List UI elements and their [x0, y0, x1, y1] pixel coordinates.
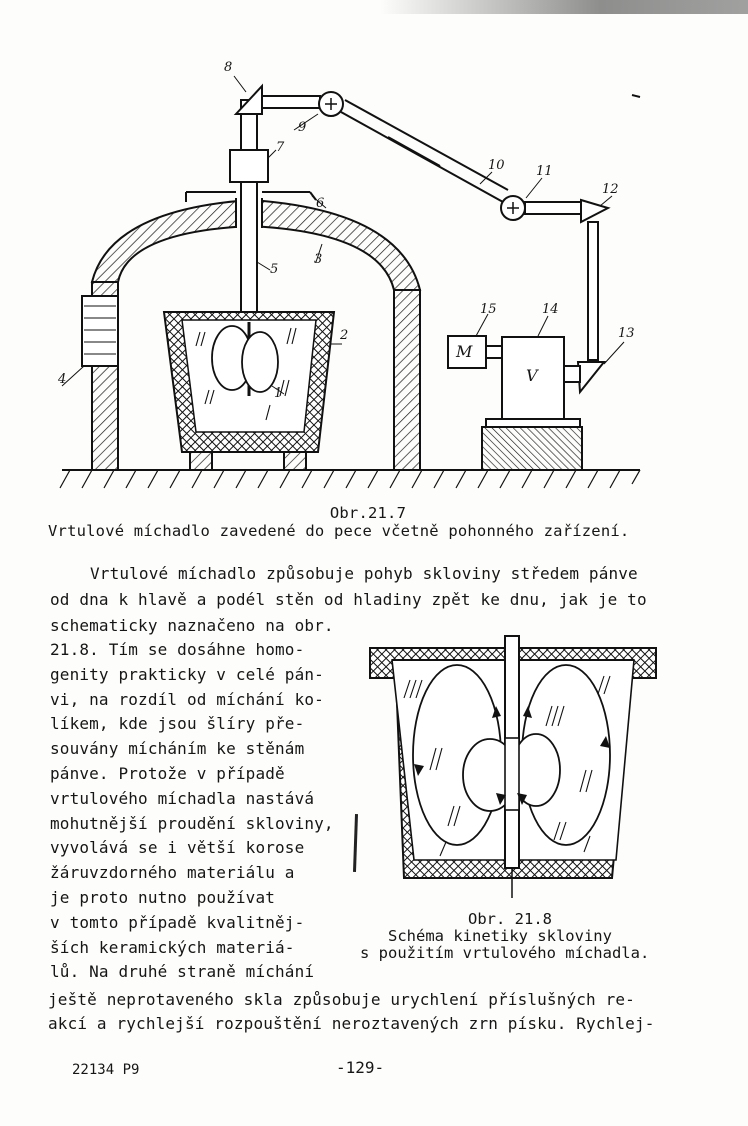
- paragraph-line: 21.8. Tím se dosáhne homo-: [50, 640, 305, 659]
- label-10: 10: [488, 158, 505, 173]
- paragraph-line: vrtulového míchadla nastává: [50, 788, 315, 808]
- label-4: 4: [58, 372, 67, 387]
- label-5: 5: [270, 262, 279, 277]
- paragraph-line: vi, na rozdíl od míchání ko-: [50, 689, 324, 709]
- label-11: 11: [536, 164, 553, 179]
- paragraph-line: lů. Na druhé straně míchání: [50, 962, 315, 982]
- figure-2-caption-line2: s použitím vrtulového míchadla.: [360, 944, 650, 962]
- label-6: 6: [316, 196, 325, 211]
- figure-2-number: Obr. 21.8: [468, 910, 552, 928]
- paragraph-line: pánve. Protože v případě: [50, 763, 285, 783]
- label-12: 12: [602, 182, 619, 197]
- paragraph-line: líkem, kde jsou šlíry pře-: [50, 714, 305, 734]
- paragraph-line: schematicky naznačeno na obr.: [50, 616, 334, 635]
- paragraph-line: vyvolává se i větší korose: [50, 838, 305, 858]
- paragraph-line: v tomto případě kvalitněj-: [50, 912, 305, 932]
- label-8: 8: [224, 60, 233, 75]
- paragraph-line: souvány mícháním ke stěnám: [50, 739, 305, 759]
- label-15: 15: [480, 302, 497, 317]
- motor-letter: M: [456, 342, 473, 361]
- figure-1-number: Obr.21.7: [329, 504, 407, 522]
- label-14: 14: [542, 302, 559, 317]
- label-13: 13: [618, 326, 635, 341]
- label-2: 2: [340, 328, 349, 343]
- page-number: -129-: [336, 1058, 385, 1077]
- label-9: 9: [298, 120, 307, 135]
- figure-1-caption: Vrtulové míchadlo zavedené do pece včetně pohonného zařízení.: [48, 522, 630, 540]
- paragraph-line: je proto nutno používat: [50, 887, 276, 907]
- paragraph-line: Vrtulové míchadlo způsobuje pohyb skloviny středem pánve: [90, 564, 638, 583]
- paragraph-line: genity prakticky v celé pán-: [50, 664, 324, 684]
- paragraph-line: mohutnější proudění skloviny,: [50, 813, 334, 833]
- figure-2-caption-line1: Schéma kinetiky skloviny: [388, 927, 612, 945]
- paragraph-line: žáruvzdorného materiálu a: [50, 863, 295, 883]
- label-7: 7: [276, 140, 285, 155]
- paragraph-line: akcí a rychlejší rozpouštění neroztavených zrn písku. Rychlej-: [48, 1014, 655, 1033]
- paragraph-line: od dna k hlavě a podél stěn od hladiny zpět ke dnu, jak je to: [50, 590, 647, 609]
- footer-code: 22134 P9: [72, 1062, 140, 1078]
- paragraph-line: ších keramických materiá-: [50, 937, 295, 957]
- gearbox-letter: V: [526, 366, 538, 385]
- paragraph-line: ještě neprotaveného skla způsobuje urychlení příslušných re-: [48, 990, 635, 1009]
- label-1: 1: [274, 386, 283, 401]
- label-3: 3: [314, 252, 323, 267]
